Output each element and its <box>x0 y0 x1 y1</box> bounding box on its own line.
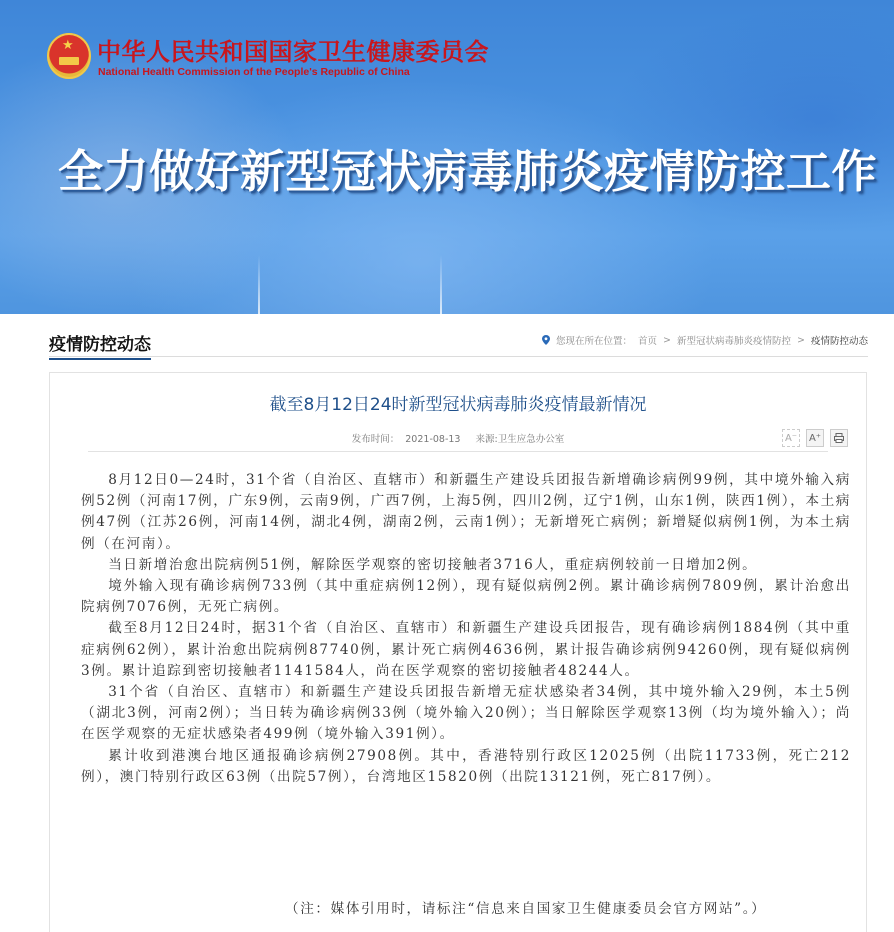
print-button[interactable] <box>830 429 848 447</box>
paragraph: 当日新增治愈出院病例51例，解除医学观察的密切接触者3716人，重症病例较前一日增加2例。 <box>108 556 758 573</box>
article-meta <box>50 431 866 445</box>
org-name-cn[interactable]: 中华人民共和国国家卫生健康委员会 <box>97 38 489 66</box>
location-pin-icon <box>542 335 550 345</box>
font-increase-button[interactable]: A⁺ <box>806 429 824 447</box>
source-name: 卫生应急办公室 <box>497 434 565 445</box>
divider <box>88 451 828 452</box>
publish-label: 发布时间： 2021-08-13 <box>351 434 461 445</box>
article-body <box>81 470 851 788</box>
publish-date: 2021-08-13 <box>405 434 461 445</box>
header-banner <box>0 0 894 314</box>
paragraph: 累计收到港澳台地区通报确诊病例27908例。其中，香港特别行政区12025例（出院11733例，死亡212例），澳门特别行政区63例（出院57例），台湾地区15820例（出院13121例，死亡817例）。 <box>81 747 851 785</box>
citation-note: （注：媒体引用时，请标注“信息来自国家卫生健康委员会官方网站”。） <box>285 901 767 917</box>
national-emblem-icon[interactable]: ★ <box>47 33 91 79</box>
paragraph: 境外输入现有确诊病例733例（其中重症病例12例），现有疑似病例2例。累计确诊病例7809例，累计治愈出院病例7076例，无死亡病例。 <box>81 578 851 616</box>
breadcrumb-separator: > <box>797 334 805 346</box>
article-tools <box>782 429 848 447</box>
paragraph: 截至8月12日24时，据31个省（自治区、直辖市）和新疆生产建设兵团报告，现有确诊病例1884例（其中重症病例62例），累计治愈出院病例87740例，累计死亡病例4636例，累计报告确诊病例94260例，现有疑似病例3例。累计追踪到密切接触者1141584人，尚在医学观察的密切接触者48244人。 <box>81 620 851 679</box>
article-container <box>49 372 867 932</box>
decorative-streak <box>258 255 260 314</box>
paragraph: 8月12日0—24时，31个省（自治区、直辖市）和新疆生产建设兵团报告新增确诊病例99例，其中境外输入病例52例（河南17例，广东9例，云南9例，广西7例，上海5例，四川2例，辽宁1例，山东1例，陕西1例），本土病例47例（江苏26例，河南14例，湖北4例，湖南2例，云南1例）；无新增死亡病例；新增疑似病例1例，为本土病例（在河南）。 <box>81 472 851 552</box>
font-decrease-button[interactable]: A⁻ <box>782 429 800 447</box>
banner-slogan: 全力做好新型冠状病毒肺炎疫情防控工作 <box>58 145 878 198</box>
article-title: 截至8月12日24时新型冠状病毒肺炎疫情最新情况 <box>269 395 647 415</box>
breadcrumb-separator: > <box>663 334 671 346</box>
breadcrumb <box>542 333 868 347</box>
breadcrumb-prefix: 您现在所在位置： <box>556 336 633 347</box>
source: 来源:卫生应急办公室 <box>475 434 565 445</box>
org-name-en: National Health Commission of the People's Republic of China <box>98 66 410 78</box>
breadcrumb-covid-prevention[interactable]: 新型冠状病毒肺炎疫情防控 <box>677 336 792 347</box>
section-title[interactable]: 疫情防控动态 <box>49 330 151 360</box>
breadcrumb-home[interactable]: 首页 <box>638 336 658 347</box>
paragraph: 31个省（自治区、直辖市）和新疆生产建设兵团报告新增无症状感染者34例，其中境外输入29例，本土5例（湖北3例，河南2例）；当日转为确诊病例33例（境外输入20例）；当日解除医学观察13例（均为境外输入）；尚在医学观察的无症状感染者499例（境外输入391例）。 <box>81 684 851 743</box>
print-icon <box>834 433 844 443</box>
section-header <box>49 330 868 357</box>
breadcrumb-current[interactable]: 疫情防控动态 <box>810 336 868 347</box>
decorative-streak <box>440 255 442 314</box>
